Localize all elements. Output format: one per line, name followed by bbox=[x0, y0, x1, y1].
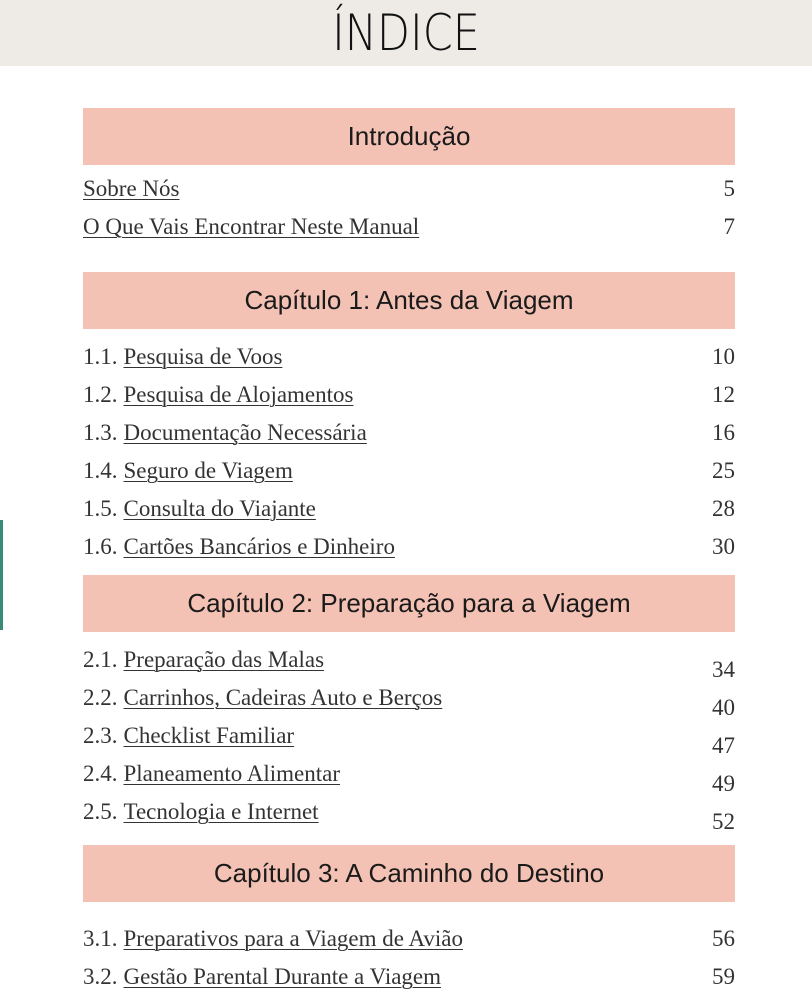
page-number: 49 bbox=[712, 771, 735, 796]
page-number: 28 bbox=[712, 496, 735, 521]
toc-row bbox=[83, 962, 735, 992]
section-header-introducao bbox=[83, 108, 735, 165]
toc-row bbox=[83, 721, 735, 758]
entry-number: 2.5. bbox=[83, 799, 118, 824]
toc-link-sobre-nos[interactable]: Sobre Nós bbox=[83, 176, 180, 201]
entry-number: 2.3. bbox=[83, 723, 118, 748]
toc-row bbox=[83, 380, 735, 410]
toc-link-pesquisa-voos[interactable]: Pesquisa de Voos bbox=[123, 344, 283, 369]
toc-entry bbox=[83, 721, 294, 751]
entry-number: 1.3. bbox=[83, 420, 118, 445]
entry-number: 1.1. bbox=[83, 344, 118, 369]
section-header-capitulo-3 bbox=[83, 845, 735, 902]
page-number: 10 bbox=[712, 344, 735, 369]
toc-row bbox=[83, 212, 735, 242]
toc-link-carrinhos-cadeiras[interactable]: Carrinhos, Cadeiras Auto e Berços bbox=[123, 685, 443, 710]
page-title: ÍNDICE bbox=[332, 4, 480, 62]
toc-entry bbox=[83, 532, 395, 562]
toc-row bbox=[83, 174, 735, 204]
toc-link-o-que-vais-encontrar[interactable]: O Que Vais Encontrar Neste Manual bbox=[83, 214, 420, 239]
section-heading: Introdução bbox=[347, 121, 471, 151]
toc-link-documentacao[interactable]: Documentação Necessária bbox=[123, 420, 367, 445]
toc-entry bbox=[83, 342, 282, 372]
entry-number: 3.2. bbox=[83, 964, 118, 989]
page-number: 30 bbox=[712, 534, 735, 559]
toc-entry bbox=[83, 645, 324, 675]
toc-row bbox=[83, 342, 735, 372]
section-header-capitulo-1 bbox=[83, 272, 735, 329]
toc-row bbox=[83, 494, 735, 524]
toc-row bbox=[83, 797, 735, 834]
toc-row bbox=[83, 759, 735, 796]
entry-number: 1.6. bbox=[83, 534, 118, 559]
toc-row bbox=[83, 924, 735, 954]
toc-link-gestao-parental[interactable]: Gestão Parental Durante a Viagem bbox=[123, 964, 442, 989]
section-heading: Capítulo 3: A Caminho do Destino bbox=[213, 858, 605, 888]
toc-link-planeamento-alimentar[interactable]: Planeamento Alimentar bbox=[123, 761, 341, 786]
toc-entry bbox=[83, 174, 179, 204]
toc-entry bbox=[83, 683, 442, 713]
toc-link-preparacao-malas[interactable]: Preparação das Malas bbox=[123, 647, 325, 672]
entry-number: 2.4. bbox=[83, 761, 118, 786]
section-heading: Capítulo 2: Preparação para a Viagem bbox=[187, 588, 631, 618]
entry-number: 2.1. bbox=[83, 647, 118, 672]
page-number: 25 bbox=[712, 458, 735, 483]
toc-link-seguro-viagem[interactable]: Seguro de Viagem bbox=[123, 458, 293, 483]
page-number: 34 bbox=[712, 657, 735, 682]
page-number: 52 bbox=[712, 809, 735, 834]
page-number: 16 bbox=[712, 420, 735, 445]
toc-entry bbox=[83, 212, 419, 242]
toc-row bbox=[83, 645, 735, 682]
entry-number: 1.4. bbox=[83, 458, 118, 483]
toc-entry bbox=[83, 759, 340, 789]
page-number: 40 bbox=[712, 695, 735, 720]
page-number: 12 bbox=[712, 382, 735, 407]
edge-accent bbox=[0, 520, 3, 630]
toc-entry bbox=[83, 418, 367, 448]
toc-link-pesquisa-alojamentos[interactable]: Pesquisa de Alojamentos bbox=[123, 382, 354, 407]
toc-link-checklist-familiar[interactable]: Checklist Familiar bbox=[123, 723, 295, 748]
toc-row bbox=[83, 532, 735, 562]
toc-entry bbox=[83, 924, 463, 954]
toc-row bbox=[83, 456, 735, 486]
toc-row bbox=[83, 418, 735, 448]
entry-number: 1.2. bbox=[83, 382, 118, 407]
toc-entry bbox=[83, 797, 319, 827]
entry-number: 3.1. bbox=[83, 926, 118, 951]
page-number: 56 bbox=[712, 926, 735, 951]
section-header-capitulo-2 bbox=[83, 575, 735, 632]
toc-link-tecnologia-internet[interactable]: Tecnologia e Internet bbox=[123, 799, 319, 824]
toc-link-consulta-viajante[interactable]: Consulta do Viajante bbox=[123, 496, 316, 521]
page-number: 59 bbox=[712, 964, 735, 989]
toc-entry bbox=[83, 456, 293, 486]
toc-entry bbox=[83, 962, 441, 992]
toc-row bbox=[83, 683, 735, 720]
entry-number: 2.2. bbox=[83, 685, 118, 710]
page-number: 47 bbox=[712, 733, 735, 758]
page-number: 7 bbox=[723, 214, 735, 239]
toc-link-preparativos-aviao[interactable]: Preparativos para a Viagem de Avião bbox=[123, 926, 463, 951]
toc-link-cartoes-bancarios[interactable]: Cartões Bancários e Dinheiro bbox=[123, 534, 395, 559]
entry-number: 1.5. bbox=[83, 496, 118, 521]
toc-entry bbox=[83, 380, 353, 410]
page-number: 5 bbox=[723, 176, 735, 201]
section-heading: Capítulo 1: Antes da Viagem bbox=[244, 285, 574, 315]
toc-entry bbox=[83, 494, 316, 524]
